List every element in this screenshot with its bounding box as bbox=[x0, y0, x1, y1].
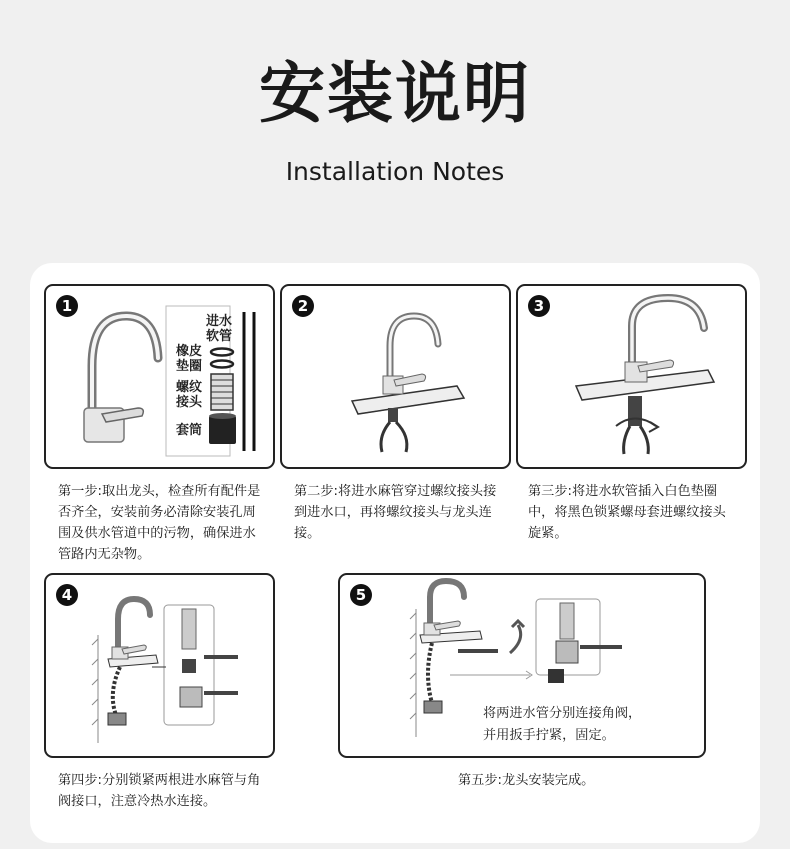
sleeve-icon bbox=[46, 286, 273, 467]
part-label-washer: 橡皮垫圈 bbox=[176, 344, 203, 374]
part-label-threaded-joint: 螺纹接头 bbox=[176, 380, 203, 410]
step-3-text: 第三步:将进水软管插入白色垫圈中，将黑色锁紧螺母套进螺纹接头旋紧。 bbox=[528, 484, 726, 541]
step-4-panel bbox=[44, 573, 275, 758]
instructions-card bbox=[30, 263, 760, 843]
part-label-sleeve: 套筒 bbox=[176, 423, 203, 438]
step-2-badge: 2 bbox=[292, 295, 314, 317]
step-5-text: 第五步:龙头安装完成。 bbox=[458, 773, 595, 788]
page-subtitle: Installation Notes bbox=[285, 157, 505, 186]
page-title: 安装说明 bbox=[259, 55, 531, 132]
step-3-badge: 3 bbox=[528, 295, 550, 317]
step-3-panel bbox=[516, 284, 747, 469]
angle-valve-connection-illustration bbox=[46, 575, 273, 756]
step-4-badge: 4 bbox=[56, 584, 78, 606]
step-1-text: 第一步:取出龙头，检查所有配件是否齐全，安装前务必清除安装孔周围及供水管道中的污物，确保进水管路内无杂物。 bbox=[58, 484, 261, 562]
faucet-on-counter-illustration bbox=[282, 286, 509, 467]
step-5-note: 将两进水管分别连接角阀，并用扳手拧紧，固定。 bbox=[483, 706, 642, 743]
step-2-panel bbox=[280, 284, 511, 469]
step-1-panel bbox=[44, 284, 275, 469]
part-label-hose: 进水软管 bbox=[206, 314, 233, 344]
step-1-badge: 1 bbox=[56, 295, 78, 317]
step-4-text: 第四步:分别锁紧两根进水麻管与角阀接口，注意冷热水连接。 bbox=[58, 773, 261, 809]
faucet-tighten-illustration bbox=[518, 286, 745, 467]
step-5-badge: 5 bbox=[350, 584, 372, 606]
step-2-text: 第二步:将进水麻管穿过螺纹接头接到进水口，再将螺纹接头与龙头连接。 bbox=[294, 484, 497, 541]
step-5-panel bbox=[338, 573, 706, 758]
